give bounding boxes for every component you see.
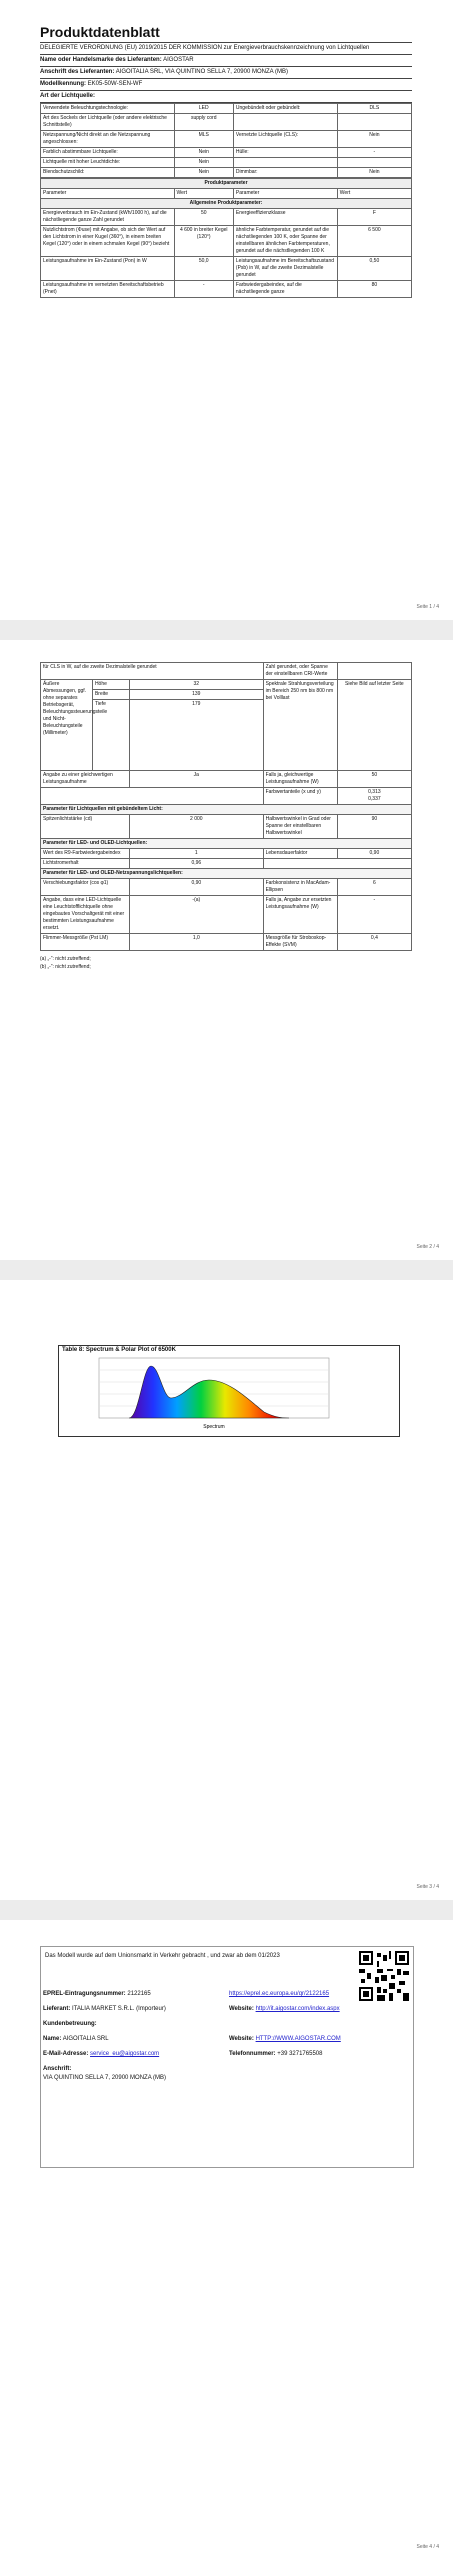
type-row	[40, 91, 412, 103]
spectral-value: Siehe Bild auf letzter Seite	[337, 680, 411, 771]
equiv-power-value: Ja	[130, 771, 264, 788]
page-2	[0, 640, 453, 1260]
phone-value: +39 3271765508	[277, 2051, 323, 2057]
type-row	[41, 104, 412, 114]
general-param-cell-label: Energieeffizienzklasse	[233, 209, 337, 226]
dim-height-label: Höhe	[92, 680, 129, 690]
address-row	[41, 2062, 413, 2086]
maintenance-empty	[263, 859, 411, 869]
type-row	[41, 158, 412, 168]
general-param-cell-value: 6 500	[337, 226, 411, 257]
general-param-cell-label: Farbwiedergabeindex, auf die nächstliegende ganze	[233, 281, 337, 298]
type-cell-value: Nein	[174, 158, 233, 168]
colour-consistency-label: Farbkonsistenz in MacAdam-Ellipsen	[263, 879, 337, 896]
equiv-power-right-label: Falls ja, gleichwertige Leistungsaufnahme (W)	[263, 771, 337, 788]
general-param-cell-label: Nutzlichtstrom (Φuse) mit Angabe, ob sich der Wert auf den Lichtstrom in einer Kugel (360°), in einem breiten Kegel (120°) oder in einem schmalen Kegel (90°) bezieht	[41, 226, 175, 257]
type-cell-label: Ungebündelt oder gebündelt:	[233, 104, 337, 114]
general-param-cell-value: 50,0	[174, 257, 233, 281]
website2-row	[227, 2032, 413, 2047]
supplier-value: ITALIA MARKET S.R.L. (Importeur)	[72, 2006, 166, 2012]
dim-width-value: 139	[130, 690, 264, 700]
general-param-cell-label: Energieverbrauch im Ein-Zustand (kWh/1000 h), auf die nächstliegende ganze Zahl gerundet	[41, 209, 175, 226]
general-param-cell-value: F	[337, 209, 411, 226]
dim-depth-value: 179	[130, 700, 264, 771]
survival-value: 0,90	[337, 849, 411, 859]
chromaticity-x: 0,313	[368, 789, 381, 795]
supplier-name-row	[40, 55, 412, 67]
type-cell-value: DLS	[337, 104, 411, 114]
general-param-cell-label: ähnliche Farbtemperatur, gerundet auf die nächstliegenden 100 K, oder Spanne der einstellbaren ähnlichen Farbtemperaturen, gerundet auf die nächstliegenden 100 K	[233, 226, 337, 257]
r9-value: 1	[130, 849, 264, 859]
website-label: Website:	[229, 2006, 254, 2012]
supplier-address-label: Anschrift des Lieferanten:	[40, 69, 115, 75]
type-row	[41, 114, 412, 131]
footnote-a: (a) „-“: nicht zutreffend;	[40, 956, 91, 962]
dim-depth-label: Tiefe	[92, 700, 129, 771]
datasheet-page-2	[40, 662, 412, 971]
page-number: Seite 3 / 4	[416, 1884, 439, 1890]
type-cell-label: Netzspannung/Nicht direkt an die Netzspannung angeschlossen:	[41, 131, 175, 148]
supplier-name-label: Name oder Handelsmarke des Lieferanten:	[40, 57, 162, 63]
spectrum-figure	[58, 1345, 400, 1437]
peak-intensity-label: Spitzenlichtstärke (cd)	[41, 815, 130, 839]
svm-label: Messgröße für Stroboskop-Effekte (SVM)	[263, 934, 337, 951]
website-link[interactable]: http://it.aigostar.com/index.aspx	[255, 2006, 340, 2012]
eprel-link[interactable]: https://eprel.ec.europa.eu/qr/2122165	[229, 1991, 330, 1997]
type-cell-value: Nein	[174, 168, 233, 178]
cls-continued-label: für CLS in W, auf die zweite Dezimalstelle gerundet	[41, 663, 264, 680]
col-value-2: Wert	[337, 189, 411, 199]
type-cell-value: Nein	[174, 148, 233, 158]
spectrum-caption: Table 8: Spectrum & Polar Plot of 6500K	[62, 1347, 176, 1353]
general-param-row	[41, 226, 412, 257]
general-params-heading: Allgemeine Produktparameter:	[41, 199, 412, 209]
type-cell-label: Blendschutzschild:	[41, 168, 175, 178]
col-param-1: Parameter	[41, 189, 175, 199]
type-cell-value: -	[337, 148, 411, 158]
page-number: Seite 2 / 4	[416, 1244, 439, 1250]
type-cell-value: Nein	[337, 168, 411, 178]
beam-angle-value: 90	[337, 815, 411, 839]
spectral-label: Spektrale Strahlungsverteilung im Bereich 250 nm bis 800 nm bei Volllast	[263, 680, 337, 771]
r9-label: Wert des R9-Farbwiedergabeindex	[41, 849, 130, 859]
model-label: Modellkennung:	[40, 81, 86, 87]
address-value: VIA QUINTINO SELLA 7, 20900 MONZA (MB)	[43, 2075, 167, 2081]
spectrum-axis-label: Spectrum	[203, 1424, 225, 1430]
cri-continued-value	[337, 663, 411, 680]
col-param-2: Parameter	[233, 189, 337, 199]
replace-power-value: -	[337, 896, 411, 934]
eprel-value: 2122165	[127, 1991, 151, 1997]
chromaticity-y: 0,337	[368, 796, 381, 802]
email-row	[41, 2047, 227, 2062]
type-cell-label: Art des Sockels der Lichtquelle (oder andere elektrische Schnittstelle)	[41, 114, 175, 131]
colour-consistency-value: 6	[337, 879, 411, 896]
regulation-intro: DELEGIERTE VERORDNUNG (EU) 2019/2015 DER KOMMISSION zur Energieverbrauchskennzeichnung von Lichtquellen	[40, 43, 412, 55]
qr-code-icon[interactable]	[359, 1951, 409, 2001]
supplier-name-value: AIGOSTAR	[163, 57, 194, 63]
svm-value: 0,4	[337, 934, 411, 951]
chromaticity-empty	[41, 788, 264, 805]
product-params-heading: Produktparameter	[41, 179, 412, 189]
type-cell-value: Nein	[337, 131, 411, 148]
eprel-label: EPREL-Eintragungsnummer:	[43, 1991, 126, 1997]
type-cell-label: Verwendete Beleuchtungstechnologie:	[41, 104, 175, 114]
model-row	[40, 79, 412, 91]
params-continued-table	[40, 662, 412, 951]
product-params-table	[40, 178, 412, 298]
type-cell-value	[337, 158, 411, 168]
type-cell-label: Hülle:	[233, 148, 337, 158]
dim-height-value: 32	[130, 680, 264, 690]
website2-label: Website:	[229, 2036, 254, 2042]
eprel-row	[41, 1987, 227, 2002]
service-name-value: AIGOITALIA SRL	[62, 2036, 109, 2042]
page-number: Seite 1 / 4	[416, 604, 439, 610]
type-cell-label: Farblich abstimmbare Lichtquelle:	[41, 148, 175, 158]
flicker-label: Flimmer-Messgröße (Pst LM)	[41, 934, 130, 951]
type-cell-label	[233, 114, 337, 131]
replace-claim-value: -(a)	[130, 896, 264, 934]
cri-continued-label: Zahl gerundet, oder Spanne der einstellbaren CRI-Werte	[263, 663, 337, 680]
page-title: Produktdatenblatt	[40, 22, 412, 43]
equiv-power-right-value: 50	[337, 771, 411, 788]
email-link[interactable]: service_eu@aigostar.com	[90, 2051, 160, 2057]
supplier-row	[41, 2002, 227, 2017]
eprel-table	[41, 1987, 413, 2086]
supplier-address-row	[40, 67, 412, 79]
type-cell-label: Vernetzte Lichtquelle (CLS):	[233, 131, 337, 148]
general-param-cell-label: Leistungsaufnahme im Bereitschaftszustand (Psb) in W, auf die zweite Dezimalstelle gerundet	[233, 257, 337, 281]
type-label: Art der Lichtquelle:	[40, 93, 96, 99]
type-cell-value	[337, 114, 411, 131]
market-notice: Das Modell wurde auf dem Unionsmarkt in Verkehr gebracht , und zwar ab dem 01/2023	[45, 1953, 280, 1959]
power-factor-value: 0,90	[130, 879, 264, 896]
type-cell-value: supply cord	[174, 114, 233, 131]
phone-row	[227, 2047, 413, 2062]
replace-power-label: Falls ja, Angabe zur ersetzten Leistungsaufnahme (W)	[263, 896, 337, 934]
type-cell-label	[233, 158, 337, 168]
website-row	[227, 2002, 413, 2017]
model-value: EK05-50W-SEN-WF	[87, 81, 143, 87]
equiv-power-label: Angabe zu einer gleichwertigen Leistungsaufnahme	[41, 771, 130, 788]
general-param-row	[41, 257, 412, 281]
general-param-cell-value: -	[174, 281, 233, 298]
page-1	[0, 0, 453, 620]
mains-heading: Parameter für LED- und OLED-Netzspannungslichtquellen:	[41, 869, 412, 879]
maintenance-label: Lichtstromerhalt	[41, 859, 130, 869]
general-param-cell-value: 4 600 in breiter Kegel (120°)	[174, 226, 233, 257]
type-row	[41, 168, 412, 178]
service-name-label: Name:	[43, 2036, 62, 2042]
flicker-value: 1,0	[130, 934, 264, 951]
beam-angle-label: Halbwertswinkel in Grad oder Spanne der einstellbaren Halbwertswinkel	[263, 815, 337, 839]
maintenance-value: 0,96	[130, 859, 264, 869]
spectrum-plot	[59, 1354, 397, 1432]
type-cell-label: Dimmbar:	[233, 168, 337, 178]
footnote-b: (b) „-“: nicht zutreffend;	[40, 964, 91, 970]
supplier-label: Lieferant:	[43, 2006, 71, 2012]
general-param-cell-value: 80	[337, 281, 411, 298]
chromaticity-value	[337, 788, 411, 805]
general-param-cell-label: Leistungsaufnahme im vernetzten Bereitschaftsbetrieb (Pnet)	[41, 281, 175, 298]
type-cell-label: Lichtquelle mit hoher Leuchtdichte:	[41, 158, 175, 168]
chromaticity-label: Farbwertanteile (x und y)	[263, 788, 337, 805]
type-cell-value: LED	[174, 104, 233, 114]
type-table	[40, 103, 412, 178]
col-value-1: Wert	[174, 189, 233, 199]
directional-heading: Parameter für Lichtquellen mit gebündeltem Licht:	[41, 805, 412, 815]
general-param-cell-label: Leistungsaufnahme im Ein-Zustand (Pon) in W	[41, 257, 175, 281]
datasheet-page-1	[40, 22, 412, 298]
phone-label: Telefonnummer:	[229, 2051, 276, 2057]
customer-service-heading: Kundenbetreuung:	[43, 2021, 97, 2027]
type-row	[41, 148, 412, 158]
dimensions-label: Äußere Abmessungen, ggf. ohne separates Betriebsgerät, Beleuchtungssteuerungsteile und Nicht-Beleuchtungsteile (Millimeter)	[41, 680, 93, 771]
general-param-row	[41, 209, 412, 226]
dim-width-label: Breite	[92, 690, 129, 700]
general-param-cell-value: 50	[174, 209, 233, 226]
peak-intensity-value: 2 000	[130, 815, 264, 839]
replace-claim-label: Angabe, dass eine LED-Lichtquelle eine Leuchtstofflichtquelle ohne eingebautes Vorschaltgerät mit einer bestimmten Leistungsaufnahme ersetzt.	[41, 896, 130, 934]
email-label: E-Mail-Adresse:	[43, 2051, 89, 2057]
supplier-address-value: AIGOITALIA SRL, VIA QUINTINO SELLA 7, 20900 MONZA (MB)	[115, 69, 288, 75]
led-heading: Parameter für LED- und OLED-Lichtquellen:	[41, 839, 412, 849]
general-param-cell-value: 0,50	[337, 257, 411, 281]
service-name-row	[41, 2032, 227, 2047]
website2-link[interactable]: HTTP://WWW.AIGOSTAR.COM	[255, 2036, 341, 2042]
page-number: Seite 4 / 4	[416, 2544, 439, 2550]
survival-label: Lebensdauerfaktor	[263, 849, 337, 859]
eprel-box	[40, 1946, 414, 2168]
general-param-row	[41, 281, 412, 298]
power-factor-label: Verschiebungsfaktor (cos φ1)	[41, 879, 130, 896]
type-row	[41, 131, 412, 148]
page-4	[0, 1920, 453, 2560]
type-cell-value: MLS	[174, 131, 233, 148]
address-label: Anschrift:	[43, 2066, 72, 2072]
